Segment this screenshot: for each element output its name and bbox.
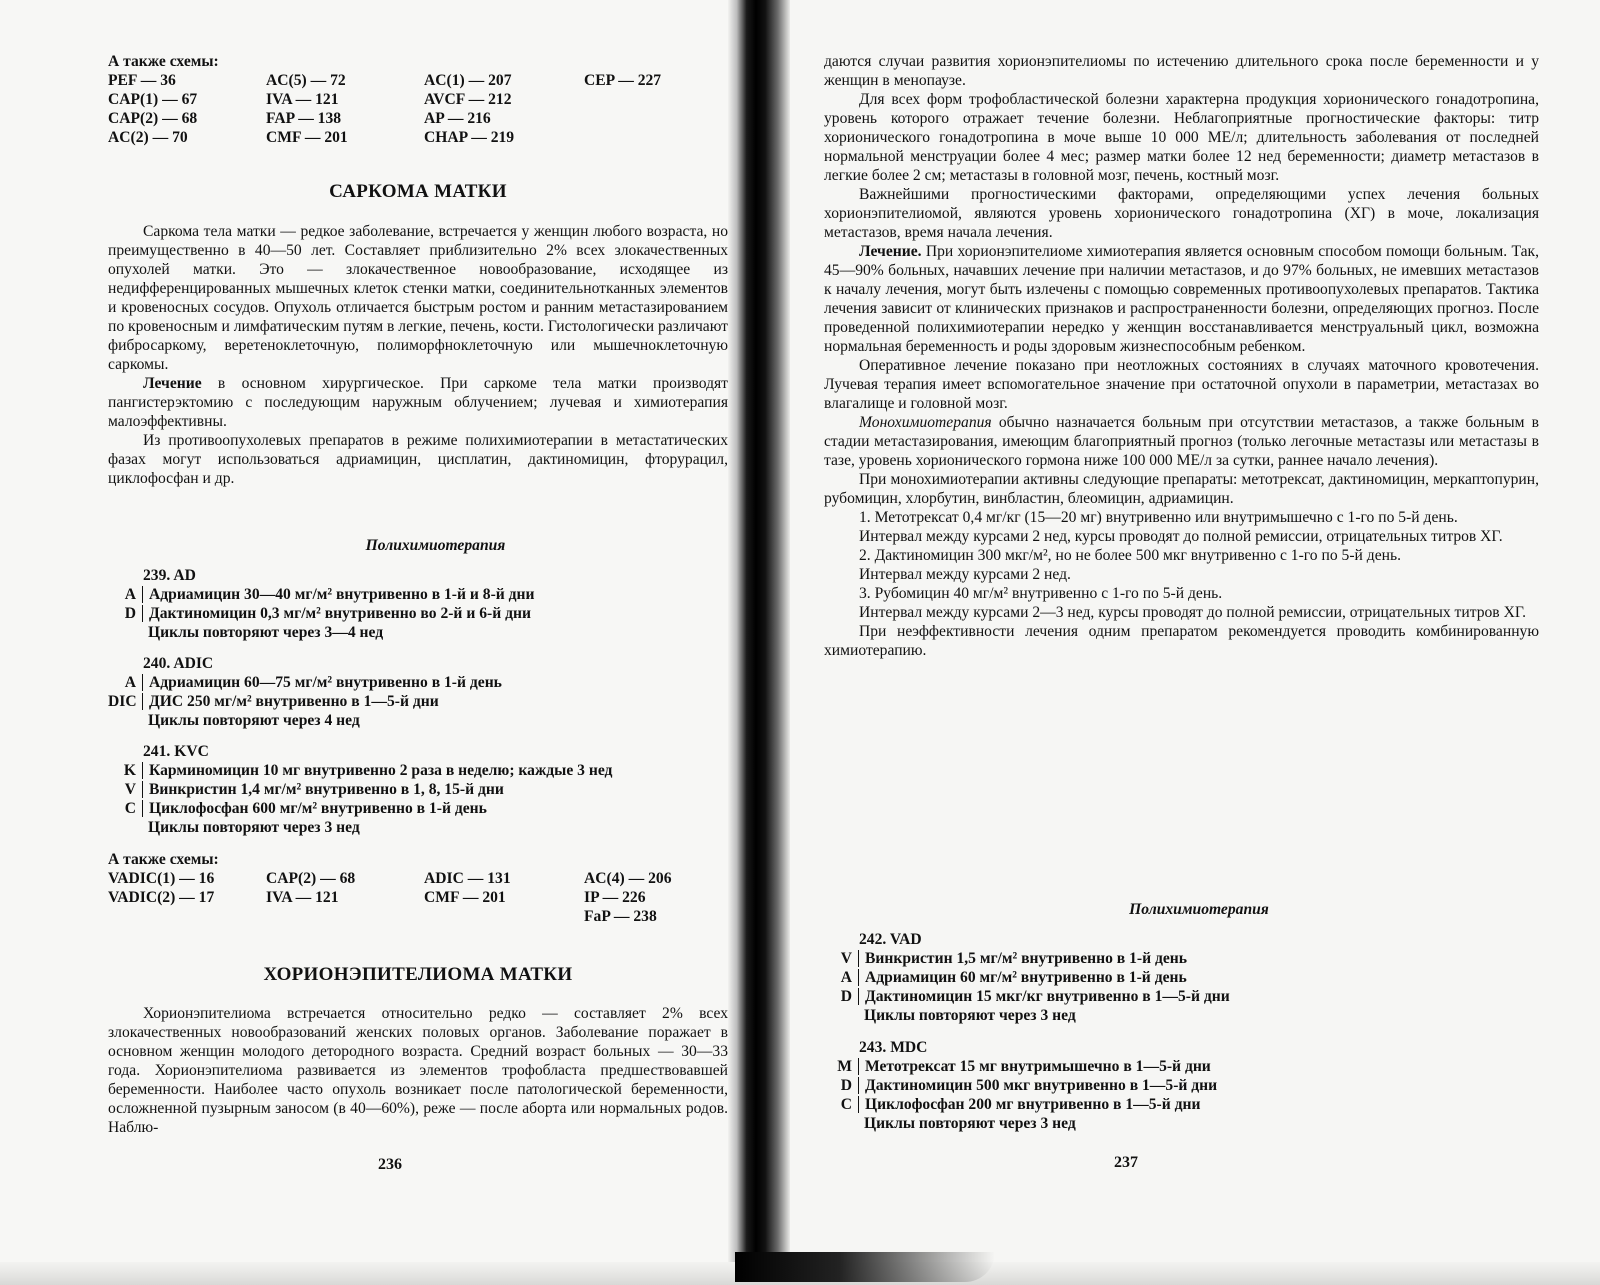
scheme-item: IVA — 121 [266,889,339,906]
paragraph-text: При хорионэпителиоме химиотерапия является основным способом помощи больным. Так, 45—90% больных, начавших лечение при наличии метастазов, и до 97% больных, не имевших метастазов к началу лечения, могут быть излечены с помощью современных противоопухолевых препаратов. Тактика лечения зависит от клинических признаков и распространенности болезни, определяющих прогноз. После проведенной полихимиотерапии нередко у женщин восстанавливается менструальный цикл, возможна нормальная беременность и роды здоровым жизнеспособным ребенком. [824,243,1539,355]
polychemo-right [824,900,1539,919]
paragraph: Оперативное лечение показано при неотложных состояниях в случаях маточного кровотечения. Лучевая терапия имеет вспомогательное значение при остаточной опухоли в параметрии, метастазах во влагалище и головной мозг. [824,357,1539,412]
scheme-item: VADIC(1) — 16 [108,870,215,887]
scheme-item: PEF — 36 [108,72,176,89]
regimen-239 [108,566,728,642]
scheme-item: VADIC(2) — 17 [108,889,215,906]
scheme-item: CMF — 201 [424,889,506,906]
regimen-row [108,761,728,780]
regimen-row [824,1076,1539,1095]
drug-dose: Циклофосфан 200 мг внутривенно в 1—5-й дни [865,1096,1201,1113]
drug-dose: Адриамицин 30—40 мг/м² внутривенно в 1-й и 8-й дни [149,586,535,603]
paragraph: Из противоопухолевых препаратов в режиме полихимиотерапии в метастатических фазах могут использоваться адриамицин, цисплатин, дактиномицин, фторурацил, циклофосфан и др. [108,432,728,487]
scheme-item: CAP(2) — 68 [108,110,198,127]
regimen-title: 240. ADIC [143,655,214,672]
paragraph: 1. Метотрексат 0,4 мг/кг (15—20 мг) внутривенно или внутримышечно с 1-го по 5-й день. [859,509,1458,526]
paragraph: Интервал между курсами 2—3 нед, курсы проводят до полной ремиссии, отрицательных титров ХГ. [859,604,1526,621]
schemes-heading: А также схемы: [108,851,219,868]
drug-dose: ДИС 250 мг/м² внутривенно в 1—5-й дни [149,693,439,710]
scheme-item: AC(2) — 70 [108,129,188,146]
regimen-title: 241. KVC [143,743,209,760]
regimen-row [824,1095,1539,1114]
regimen-row [824,949,1539,968]
scheme-item: CEP — 227 [584,72,662,89]
regimen-row [108,585,728,604]
regimen-title: 242. VAD [859,931,922,948]
regimen-242 [824,930,1539,1025]
scheme-item: AVCF — 212 [424,91,512,108]
section-sarcoma [108,182,728,201]
paragraph: 2. Дактиномицин 300 мкг/м², но не более 500 мкг внутривенно с 1-го по 5-й день. [859,547,1401,564]
subheading: Полихимиотерапия [1129,901,1269,918]
italic-term: Монохимиотерапия [859,414,992,431]
paragraph: При монохимиотерапии активны следующие препараты: метотрексат, дактиномицин, меркаптопурин, рубомицин, хлорбутин, винбластин, блеомицин, адриамицин. [824,471,1539,507]
drug-code: A [124,674,136,691]
section-heading: ХОРИОНЭПИТЕЛИОМА МАТКИ [263,964,573,985]
paragraph [108,374,728,431]
drug-code: M [837,1058,852,1075]
drug-dose: Дактиномицин 0,3 мг/м² внутривенно во 2-й и 6-й дни [149,605,531,622]
drug-dose: Метотрексат 15 мг внутримышечно в 1—5-й дни [865,1058,1211,1075]
schemes-block-1 [108,52,728,147]
left-page [0,0,745,1285]
paragraph: При неэффективности лечения одним препаратом рекомендуется проводить комбинированную химиотерапию. [824,623,1539,659]
paragraph: 3. Рубомицин 40 мг/м² внутривенно с 1-го по 5-й день. [859,585,1223,602]
drug-dose: Дактиномицин 15 мкг/кг внутривенно в 1—5-й дни [865,988,1230,1005]
scheme-item: AC(4) — 206 [584,870,672,887]
page-number: 236 [378,1156,402,1173]
polychemo-left [108,536,728,555]
scheme-item: AP — 216 [424,110,491,127]
paragraph: Саркома тела матки — редкое заболевание, встречается у женщин любого возраста, но преимущественно в 40—50 лет. Составляет приблизительно 2% всех злокачественных опухолей матки. Это — злокачественное новообразование, исходящее из недифференцированных мышечных клеток стенки матки, соединительнотканных элементов и кровеносных сосудов. Опухоль отличается быстрым ростом и ранним метастазированием по кровеносным и лимфатическим путям в легкие, печень, кости. Гистологически различают фибросаркому, веретеноклеточную, полиморфноклеточную или мышечноклеточную саркомы. [108,223,728,373]
paragraph-text: в основном хирургическое. При саркоме тела матки производят пангистерэктомию с последующим наружным облучением; лучевая и химиотерапия малоэффективны. [108,375,728,430]
schemes-grid [108,71,728,147]
drug-dose: Винкристин 1,5 мг/м² внутривенно в 1-й день [865,950,1188,967]
drug-code: D [124,605,136,622]
regimen-cycle: Циклы повторяют через 3—4 нед [148,624,384,641]
section-heading: САРКОМА МАТКИ [329,181,507,202]
drug-code: V [124,781,136,798]
scheme-item: ADIC — 131 [424,870,511,887]
paragraph [824,413,1539,470]
drug-code: A [124,586,136,603]
drug-code: C [840,1096,852,1113]
drug-code: V [840,950,852,967]
regimen-240 [108,654,728,730]
bold-term: Лечение [143,375,202,392]
right-text [824,52,1539,660]
paragraph: Важнейшими прогностическими факторами, определяющими успех лечения больных хорионэпителиомой, являются уровень хорионического гонадотропина (ХГ) в моче, локализация метастазов, время начала лечения. [824,186,1539,241]
paragraph: Интервал между курсами 2 нед, курсы проводят до полной ремиссии, отрицательных титров ХГ. [859,528,1503,545]
schemes-column [266,71,424,147]
schemes-column [584,71,724,147]
scheme-item: IP — 226 [584,889,646,906]
drug-code: A [840,969,852,986]
schemes-column [584,869,724,926]
drug-dose: Карминомицин 10 мг внутривенно 2 раза в неделю; каждые 3 нед [149,762,613,779]
regimen-row [108,799,728,818]
scheme-item: FAP — 138 [266,110,342,127]
scheme-item: IVA — 121 [266,91,339,108]
regimen-row [108,673,728,692]
regimen-row [824,968,1539,987]
regimen-row [108,780,728,799]
regimen-cycle: Циклы повторяют через 3 нед [864,1007,1076,1024]
paragraph: даются случаи развития хорионэпителиомы по истечению длительного срока после беременности и у женщин в менопаузе. [824,53,1539,89]
paragraph: Хорионэпителиома встречается относительно редко — составляет 2% всех злокачественных новообразований женских половых органов. Заболевание поражает в основном женщин молодого детородного возраста. Средний возраст больных — 30—33 года. Хорионэпителиома развивается из элементов трофобласта предшествовавшей беременности. Наиболее часто опухоль возникает после патологической беременности, осложненной пузырным заносом (в 40—60%), реже — после аборта или нормальных родов. Наблю- [108,1005,728,1136]
scheme-item: CHAP — 219 [424,129,515,146]
drug-code: D [840,1077,852,1094]
sarcoma-text [108,222,728,488]
regimen-row [824,1057,1539,1076]
regimen-cycle: Циклы повторяют через 3 нед [148,819,360,836]
right-page [745,0,1600,1285]
paragraph: Интервал между курсами 2 нед. [859,566,1071,583]
schemes-column [108,71,266,147]
drug-dose: Адриамицин 60—75 мг/м² внутривенно в 1-й день [149,674,502,691]
regimen-243 [824,1038,1539,1133]
schemes-grid [108,869,728,926]
bold-term: Лечение. [859,243,922,260]
drug-dose: Винкристин 1,4 мг/м² внутривенно в 1, 8, 15-й дни [149,781,504,798]
schemes-block-2 [108,850,728,926]
scheme-item: CMF — 201 [266,129,348,146]
regimen-row [824,987,1539,1006]
page-number: 237 [1114,1154,1138,1171]
schemes-column [266,869,424,926]
regimen-cycle: Циклы повторяют через 3 нед [864,1115,1076,1132]
paragraph: Для всех форм трофобластической болезни характерна продукция хорионического гонадотропина, уровень которого отражает течение болезни. Неблагоприятные прогностические факторы: титр хорионического гонадотропина в моче выше 10 000 МЕ/л; длительность заболевания от последней нормальной менструации более 4 мес; размер матки более 12 нед беременности; диаметр метастазов в легкие более 2 см; метастазы в головной мозг, печень, костный мозг. [824,91,1539,184]
schemes-column [108,869,266,926]
page-curl-shadow [735,1252,995,1282]
scheme-item: FaP — 238 [584,908,657,925]
schemes-heading: А также схемы: [108,53,219,70]
regimen-cycle: Циклы повторяют через 4 нед [148,712,360,729]
regimen-row [108,604,728,623]
chorionepithelioma-text [108,1004,728,1137]
regimen-title: 243. MDC [859,1039,928,1056]
book-gutter-shadow [728,0,790,1285]
paragraph [824,242,1539,356]
regimen-title: 239. AD [143,567,196,584]
regimen-row [108,692,728,711]
scheme-item: AC(1) — 207 [424,72,512,89]
scheme-item: CAP(1) — 67 [108,91,198,108]
drug-code: C [124,800,136,817]
drug-dose: Дактиномицин 500 мкг внутривенно в 1—5-й дни [865,1077,1218,1094]
drug-code: DIC [108,693,137,710]
drug-dose: Адриамицин 60 мг/м² внутривенно в 1-й день [865,969,1187,986]
schemes-column [424,71,584,147]
section-chorionepithelioma [108,965,728,984]
paragraph-text: обычно назначается больным при отсутствии метастазов, а также больным в стадии метастазирования, имеющим благоприятный прогноз (только легочные метастазы или метастазы в тазе, уровень хорионического гормона ниже 100 000 МЕ/л за сутки, раннее начало лечения). [824,414,1539,469]
schemes-column [424,869,584,926]
subheading: Полихимиотерапия [365,537,506,554]
regimen-241 [108,742,728,837]
scheme-item: AC(5) — 72 [266,72,346,89]
drug-code: D [840,988,852,1005]
drug-code: K [123,762,136,779]
scheme-item: CAP(2) — 68 [266,870,356,887]
drug-dose: Циклофосфан 600 мг/м² внутривенно в 1-й день [149,800,487,817]
